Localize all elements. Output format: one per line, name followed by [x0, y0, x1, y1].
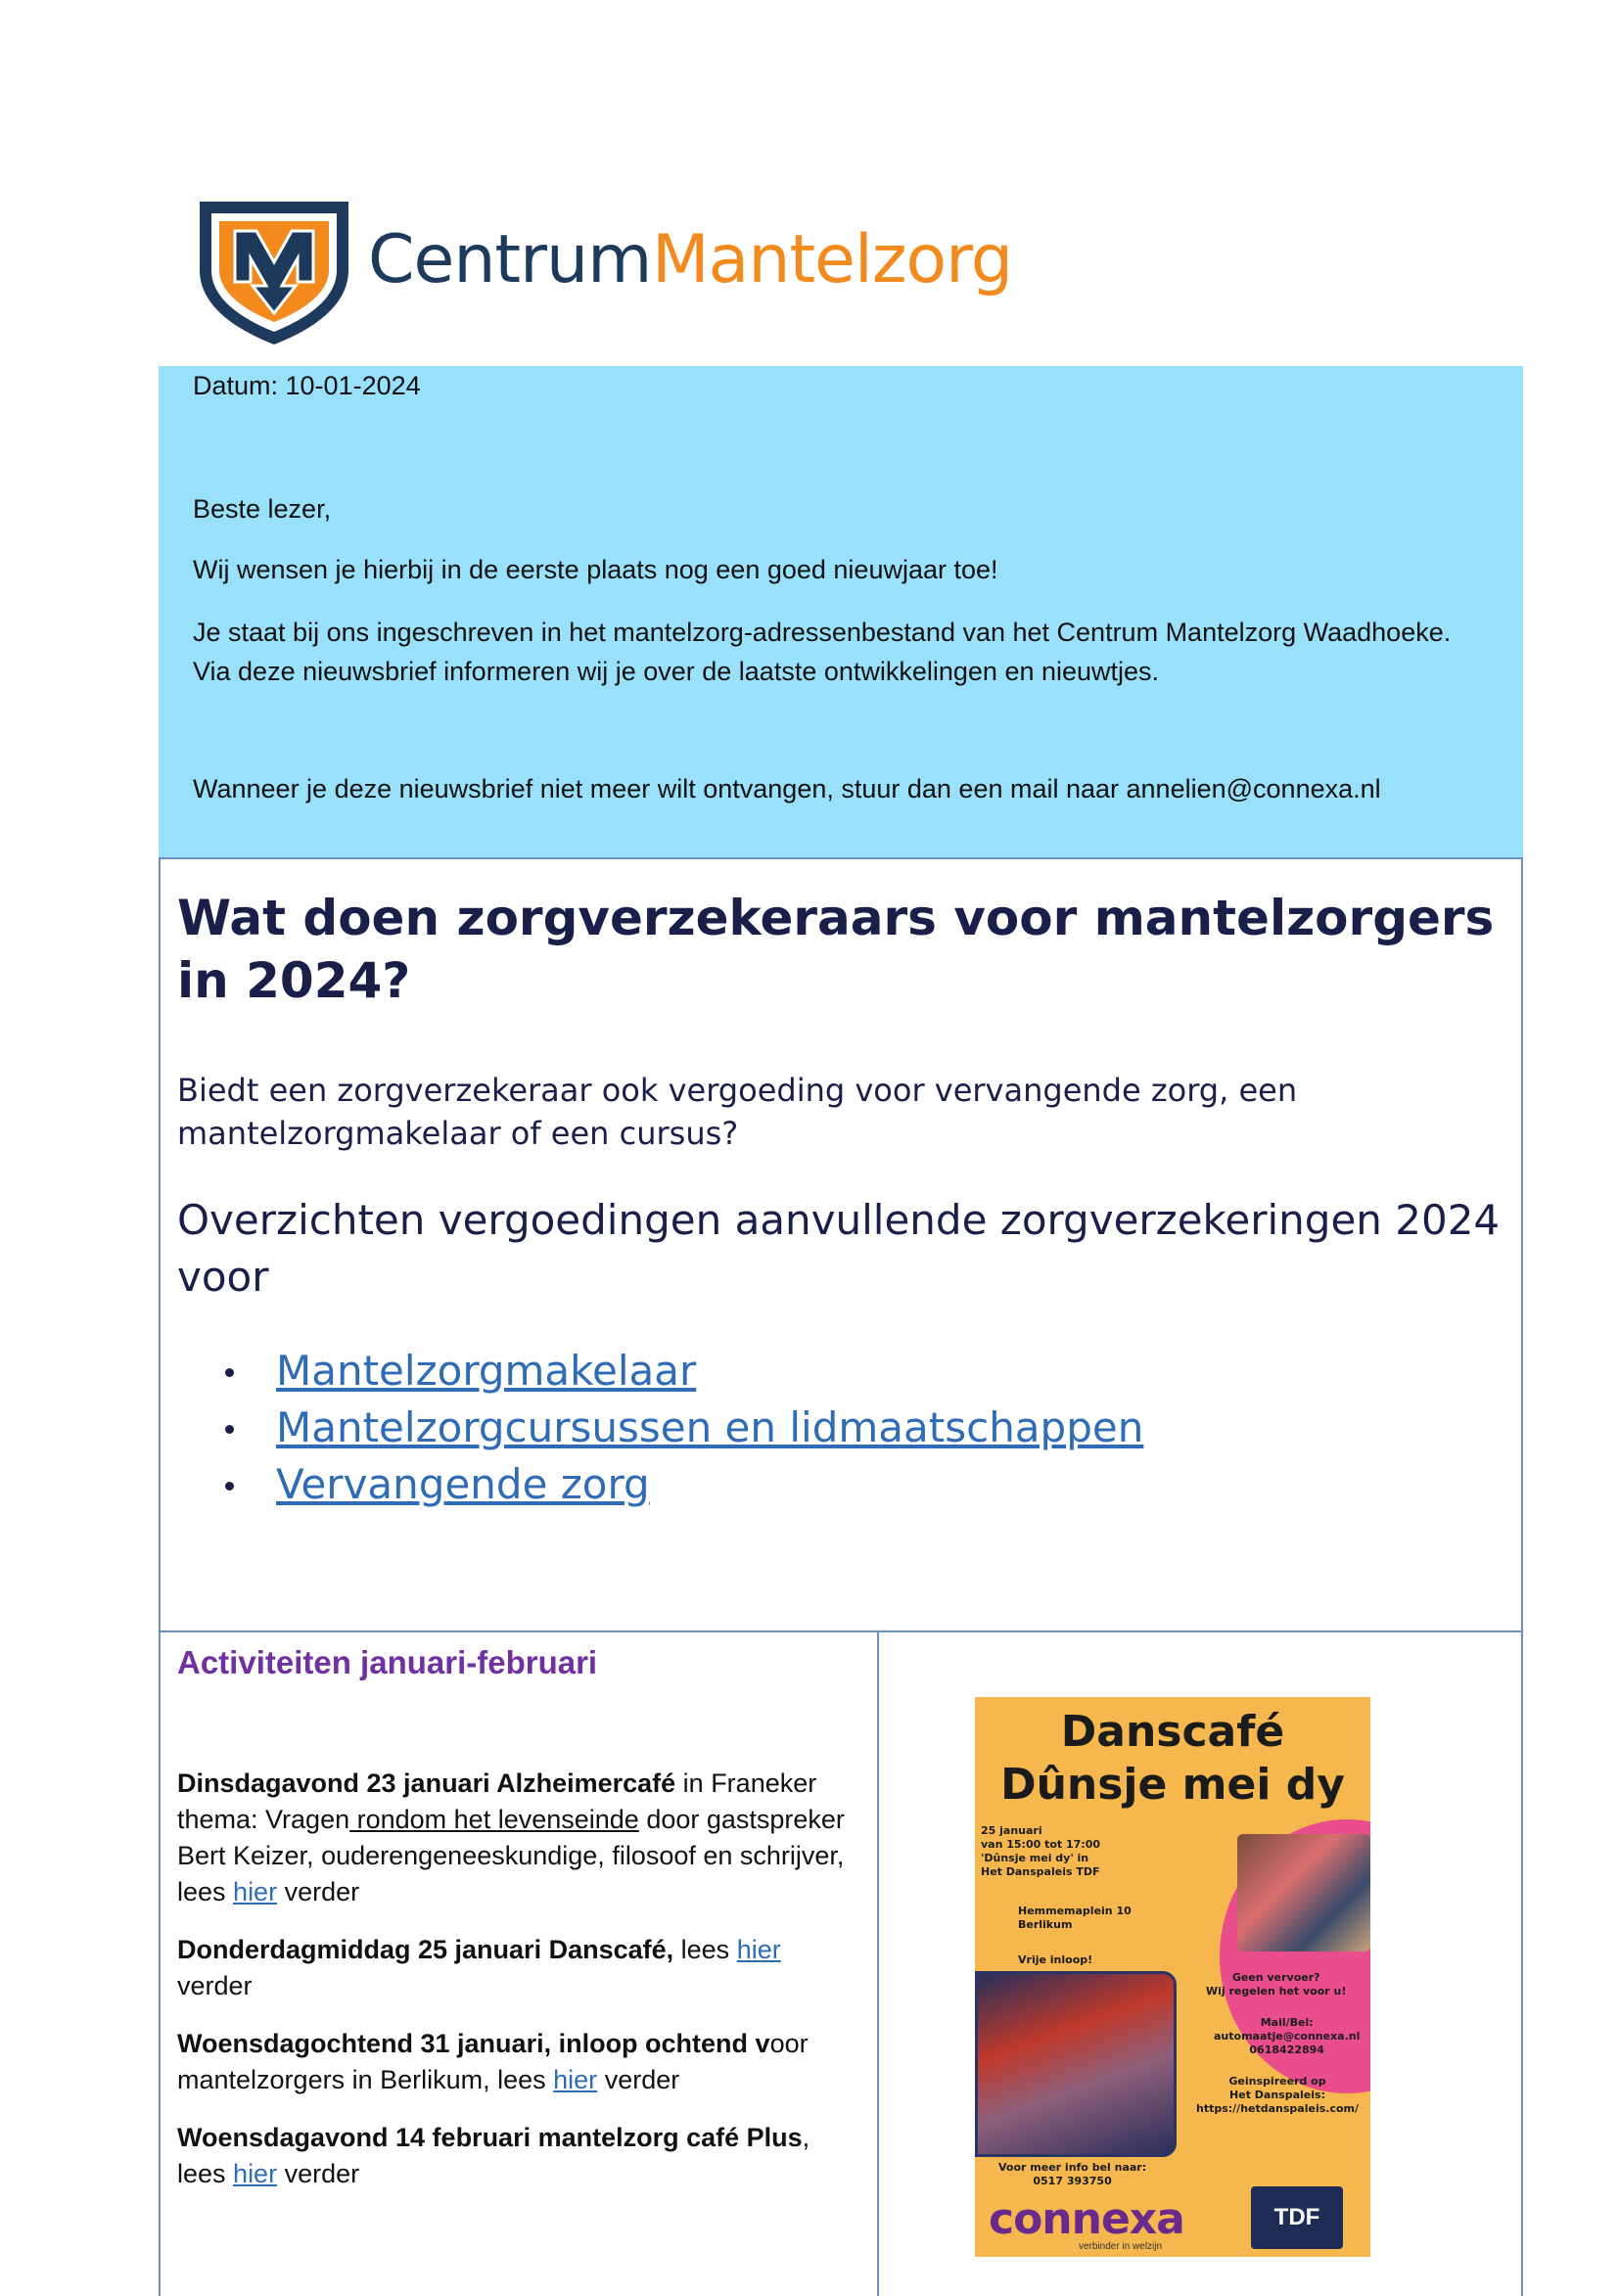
bullet-icon	[225, 1425, 234, 1434]
activity-item-3: Woensdagochtend 31 januari, inloop ochtend voor mantelzorgers in Berlikum, lees hier verder	[177, 2029, 809, 2094]
column-divider	[877, 1630, 879, 2296]
activities-title: Activiteiten januari-februari	[177, 1644, 598, 1680]
activity-item-2: Donderdagmiddag 25 januari Danscafé, lees hier verder	[177, 1935, 781, 2000]
activity-item-4: Woensdagavond 14 februari mantelzorg café Plus, lees hier verder	[177, 2123, 810, 2188]
list-item	[225, 1343, 1143, 1400]
link-cursussen[interactable]: Mantelzorgcursussen en lidmaatschappen	[276, 1403, 1144, 1451]
read-more-link[interactable]: hier	[233, 1877, 278, 1906]
tdf-logo: TDF	[1251, 2186, 1343, 2249]
date-text: Datum: 10-01-2024	[193, 371, 421, 400]
poster-photo-crowd	[975, 1971, 1177, 2157]
poster-details: 25 januari van 15:00 tot 17:00 'Dûnsje mei dy' in Het Danspaleis TDF	[981, 1824, 1101, 1878]
info-text: Je staat bij ons ingeschreven in het mantelzorg-adressenbestand van het Centrum Mantelzorg Waadhoeke. Via deze nieuwsbrief informeren wij je over de laatste ontwikkelingen en nieuwtjes.	[193, 618, 1452, 686]
read-more-link[interactable]: hier	[553, 2065, 598, 2094]
insurance-links	[225, 1343, 1143, 1513]
poster-title: Danscafé	[1060, 1707, 1285, 1757]
list-item	[225, 1400, 1143, 1456]
read-more-link[interactable]: hier	[736, 1935, 781, 1964]
logo	[192, 192, 1043, 348]
bullet-icon	[225, 1368, 234, 1377]
poster-contact: Mail/Bel: automaatje@connexa.nl 0618422894	[1214, 2016, 1361, 2056]
poster-photo-dancers	[1237, 1834, 1370, 1952]
poster-more-info: Voor meer info bel naar: 0517 393750	[998, 2161, 1147, 2187]
bullet-icon	[225, 1482, 234, 1491]
poster-inspired: Geinspireerd op Het Danspaleis: https://hetdanspaleis.com/	[1196, 2075, 1360, 2115]
logo-word-centrum: Centrum	[368, 221, 652, 298]
unsubscribe-text: Wanneer je deze nieuwsbrief niet meer wilt ontvangen, stuur dan een mail naar annelien@connexa.nl	[193, 774, 1381, 804]
wish-text: Wij wensen je hierbij in de eerste plaats nog een goed nieuwjaar toe!	[193, 555, 998, 584]
link-mantelzorgmakelaar[interactable]: Mantelzorgmakelaar	[276, 1347, 697, 1395]
poster-subtitle: Dûnsje mei dy	[1000, 1760, 1345, 1810]
intro-box	[159, 366, 1523, 857]
danscafe-poster	[975, 1697, 1370, 2257]
shield-m-icon	[192, 192, 356, 348]
link-vervangende-zorg[interactable]: Vervangende zorg	[276, 1460, 650, 1508]
greeting-text: Beste lezer,	[193, 494, 332, 524]
list-item	[225, 1456, 1143, 1513]
poster-address: Hemmemaplein 10 Berlikum	[1018, 1905, 1132, 1931]
read-more-link[interactable]: hier	[233, 2159, 278, 2188]
connexa-logo: connexa	[989, 2194, 1184, 2244]
poster-free-entry: Vrije inloop!	[1018, 1953, 1093, 1966]
article-subtitle: Biedt een zorgverzekeraar ook vergoeding voor vervangende zorg, een mantelzorgmakelaar of een cursus?	[177, 1072, 1298, 1152]
poster-transport: Geen vervoer? Wij regelen het voor u!	[1206, 1971, 1347, 1998]
connexa-tagline: verbinder in welzijn	[1079, 2241, 1163, 2252]
activity-item-1: Dinsdagavond 23 januari Alzheimercafé in Franeker thema: Vragen rondom het levenseinde door gastspreker Bert Keizer, ouderengeneeskundige, filosoof en schrijver, lees hier verder	[177, 1768, 845, 1906]
divider	[159, 1630, 1523, 1632]
article-title: Wat doen zorgverzekeraars voor mantelzorgers in 2024?	[177, 890, 1495, 1009]
overview-heading: Overzichten vergoedingen aanvullende zorgverzekeringen 2024 voor	[177, 1196, 1501, 1301]
logo-word-mantelzorg: Mantelzorg	[652, 221, 1013, 298]
